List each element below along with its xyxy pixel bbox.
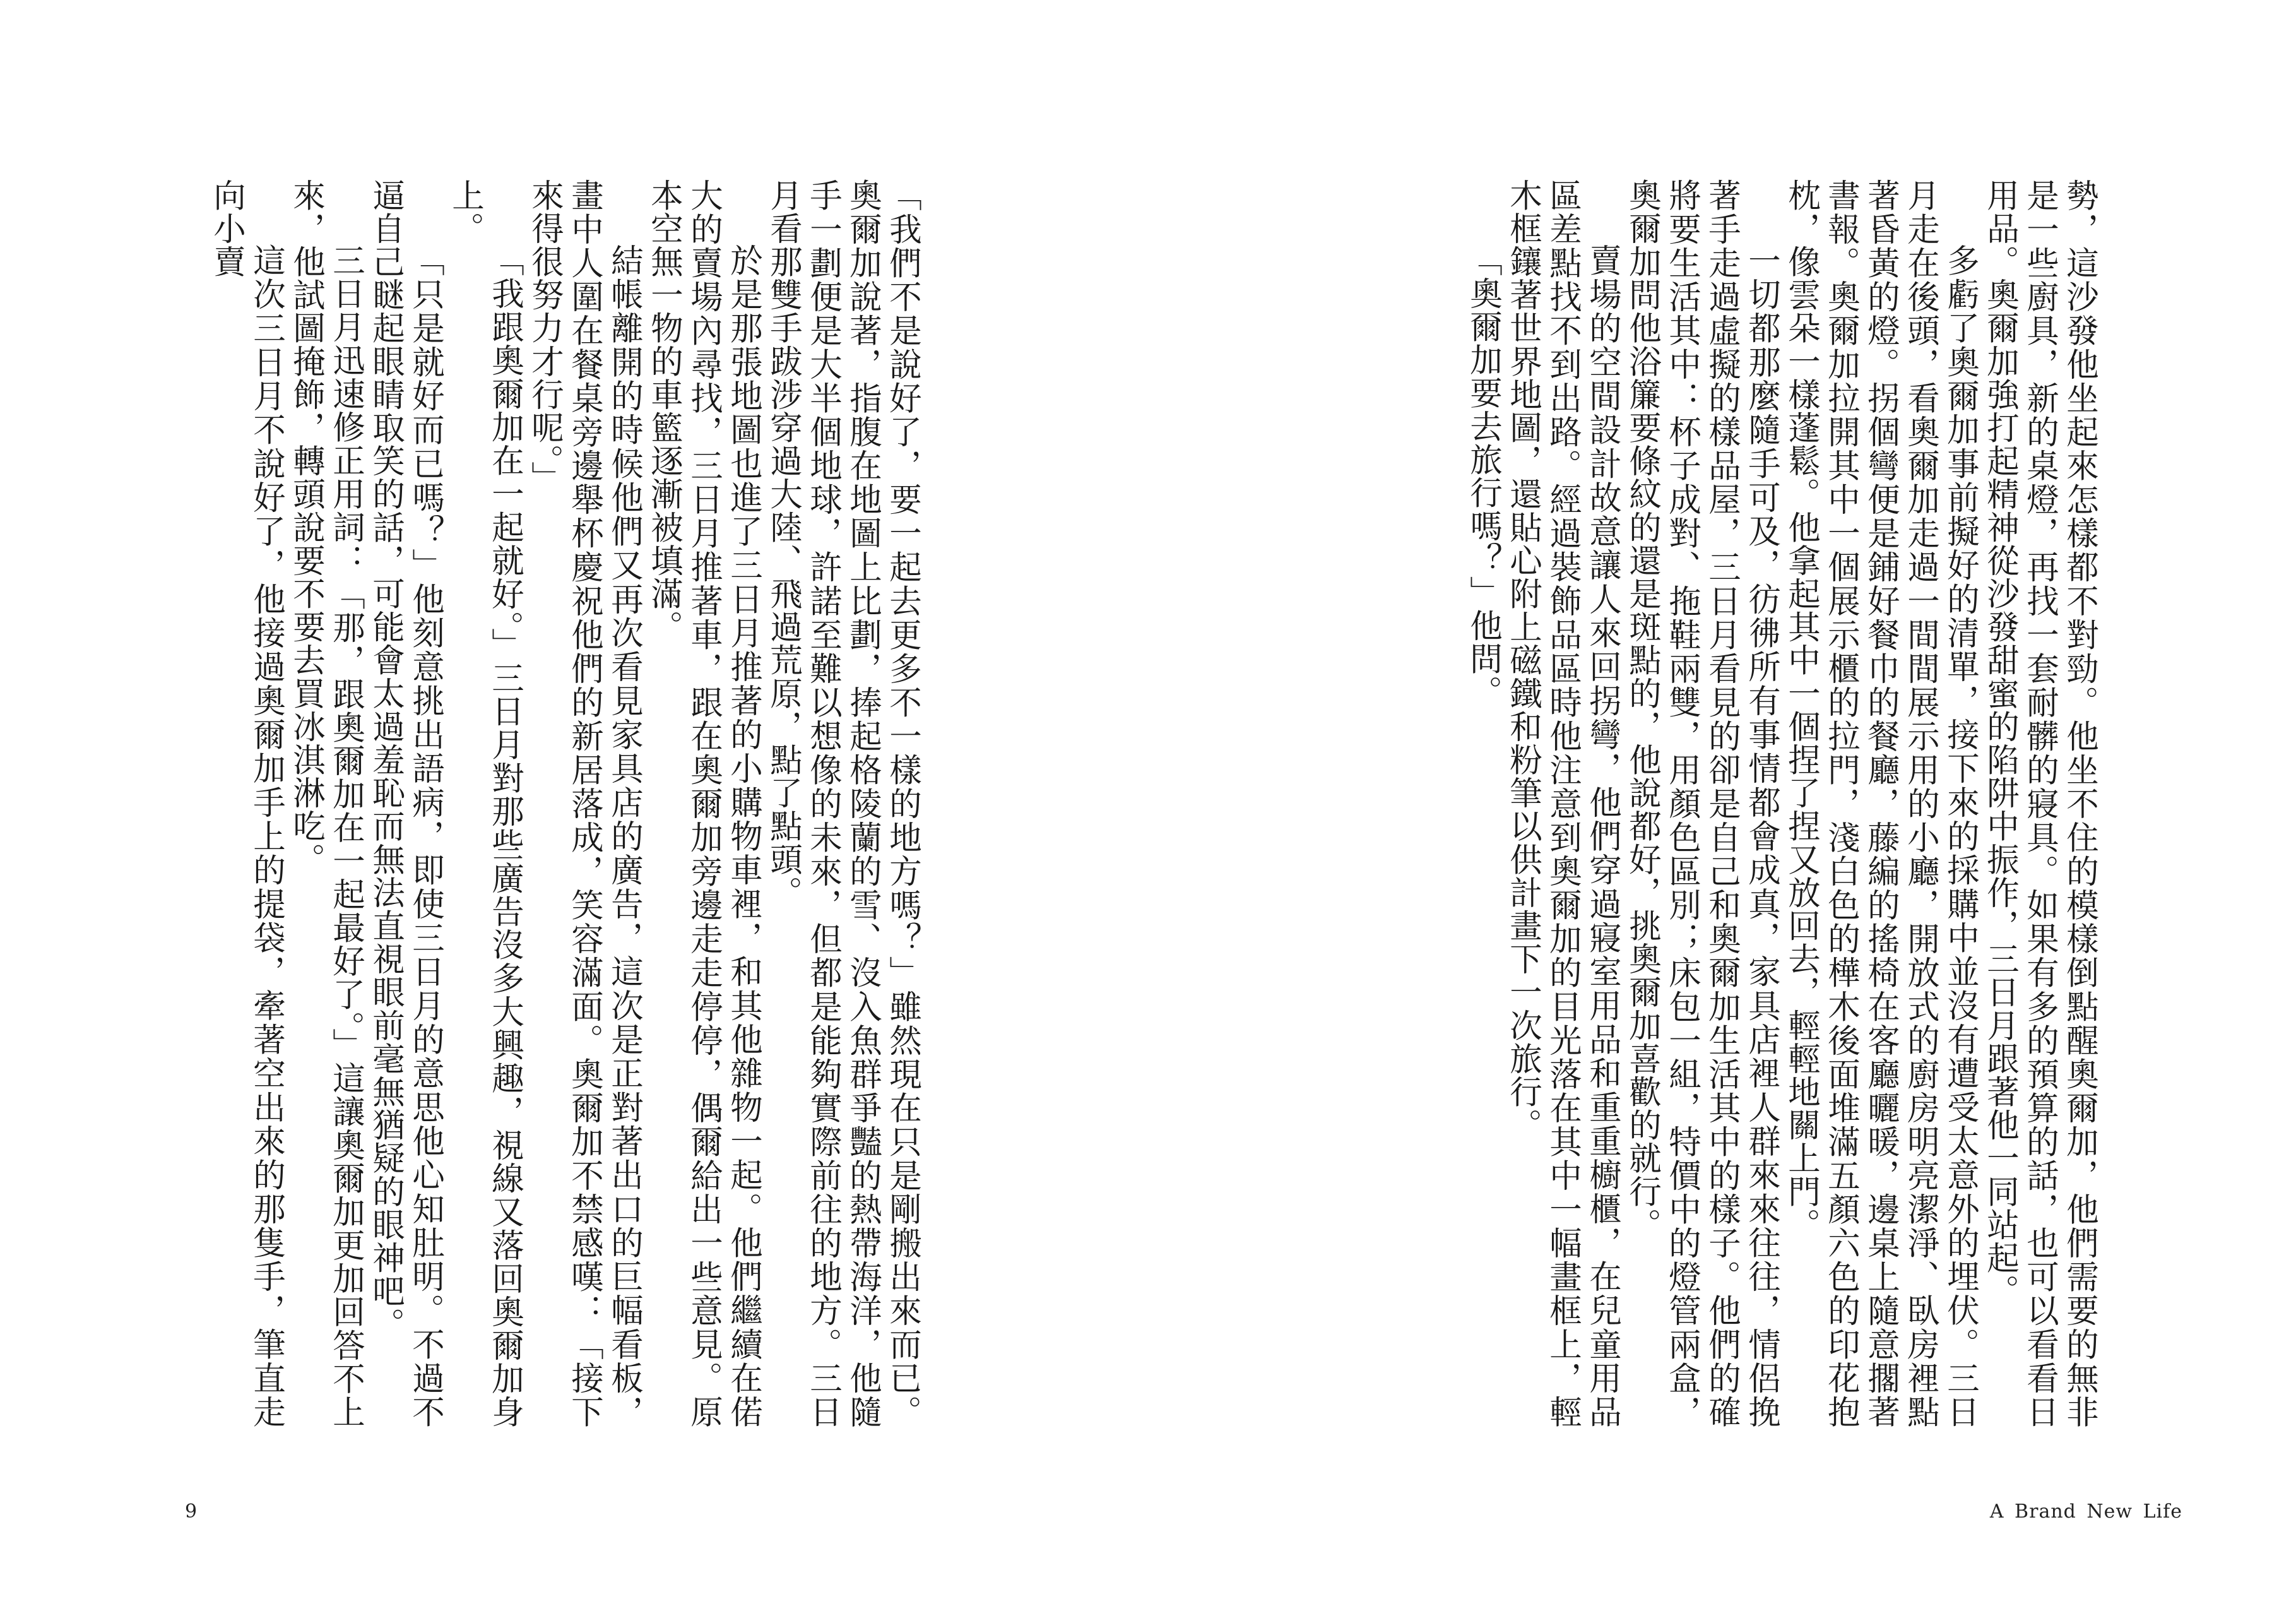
paragraph: 勢，這沙發他坐起來怎樣都不對勁。他坐不住的模樣倒點醒奧爾加，他們需要的無非是一些廚具，新的桌燈，再找一套耐髒的寢具。如果有多的預算的話，也可以看看日用品。奧爾加強打起精神從沙發甜蜜的陷阱中振作，三日月跟著他一同站起。 xyxy=(1981,179,2098,1429)
paragraph: 「只是就好而已嗎？」他刻意挑出語病，即使三日月的意思他心知肚明。不過不逼自己瞇起眼睛取笑的話，可能會太過羞恥而無法直視眼前毫無猶疑的眼神吧。 xyxy=(367,179,444,1429)
paragraph: 賣場的空間設計故意讓人來回拐彎，他們穿過寢室用品和重重櫥櫃，在兒童用品區差點找不到出路。經過裝飾品區時他注意到奧爾加的目光落在其中一幅畫框上，輕木框鑲著世界地圖，還貼心附上磁鐵和粉筆以供計畫下一次旅行。 xyxy=(1504,179,1621,1429)
left-page-text xyxy=(168,179,922,1429)
right-page xyxy=(1148,0,2296,1611)
running-title: A Brand New Life xyxy=(1989,1501,2182,1523)
paragraph: 一切都那麼隨手可及，彷彿所有事情都會成真，家具店裡人群來來往往，情侶挽著手走過虛擬的樣品屋，三日月看見的卻是自己和奧爾加生活其中的樣子。他們的確將要生活其中：杯子成對、拖鞋兩雙，用顏色區別；床包一組，特價中的燈管兩盒，奧爾加問他浴簾要條紋的還是斑點的，他說都好，挑奧爾加喜歡的就行。 xyxy=(1623,179,1780,1429)
paragraph: 「我們不是說好了，要一起去更多不一樣的地方嗎？」雖然現在只是剛搬出來而已。奧爾加說著，指腹在地圖上比劃，捧起格陵蘭的雪、沒入魚群爭豔的熱帶海洋，他隨手一劃便是大半個地球，許諾至難以想像的未來，但都是能夠實際前往的地方。三日月看那雙手跋涉穿過大陸、飛過荒原，點了點頭。 xyxy=(764,179,921,1429)
paragraph: 這次三日月不說好了，他接過奧爾加手上的提袋，牽著空出來的那隻手，筆直走向小賣 xyxy=(208,179,285,1429)
paragraph: 三日月迅速修正用詞：「那，跟奧爾加在一起最好了。」這讓奧爾加更加回答不上來，他試圖掩飾，轉頭說要不要去買冰淇淋吃。 xyxy=(287,179,365,1429)
page-number: 9 xyxy=(185,1501,198,1523)
paragraph: 「我跟奧爾加在一起就好。」三日月對那些廣告沒多大興趣，視線又落回奧爾加身上。 xyxy=(446,179,524,1429)
paragraph: 「奧爾加要去旅行嗎？」他問。 xyxy=(1464,244,1502,709)
right-page-text xyxy=(1317,179,2099,1429)
paragraph: 多虧了奧爾加事前擬好的清單，接下來的採購中並沒有遭受太意外的埋伏。三日月走在後頭，看奧爾加走過一間間展示用的小廳，開放式的廚房明亮潔淨、臥房裡點著昏黃的燈。拐個彎便是鋪好餐巾的餐廳，藤編的搖椅在客廳曬暖，邊桌上隨意擱著書報。奧爾加拉開其中一個展示櫃的拉門，淺白色的樺木後面堆滿五顏六色的印花抱枕，像雲朵一樣蓬鬆。他拿起其中一個捏了捏又放回去，輕輕地關上門。 xyxy=(1782,179,1979,1429)
paragraph: 於是那張地圖也進了三日月推著的小購物車裡，和其他雜物一起。他們繼續在偌大的賣場內尋找，三日月推著車，跟在奧爾加旁邊走走停停，偶爾給出一些意見。原本空無一物的車籃逐漸被填滿。 xyxy=(645,179,762,1429)
paragraph: 結帳離開的時候他們又再次看見家具店的廣告，這次是正對著出口的巨幅看板，畫中人圍在餐桌旁邊舉杯慶祝他們的新居落成，笑容滿面。奧爾加不禁感嘆：「接下來得很努力才行呢。」 xyxy=(526,179,643,1429)
